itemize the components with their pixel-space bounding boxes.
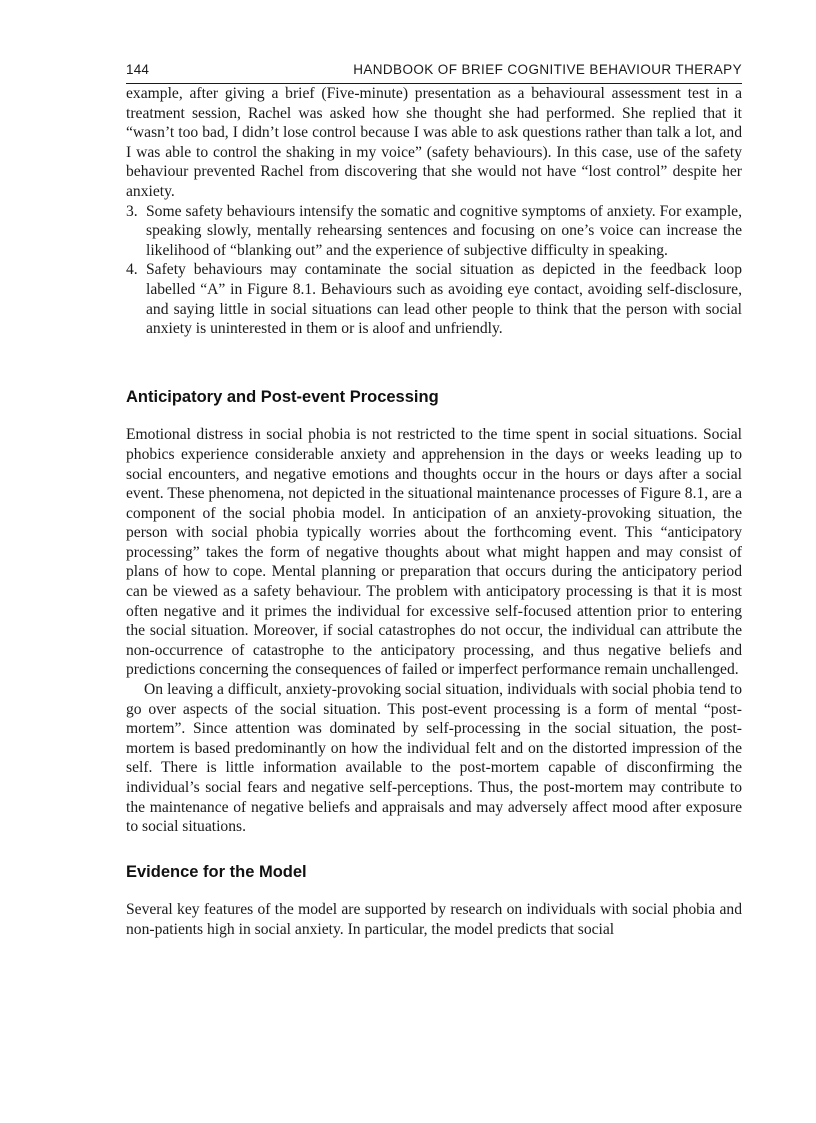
paragraph: Several key features of the model are supported by research on individuals with social phobia and non-patients high in social anxiety. In particular, the model predicts that social bbox=[126, 901, 742, 938]
list-item-number: 4. bbox=[126, 261, 138, 279]
numbered-list bbox=[126, 202, 742, 339]
book-title: HANDBOOK OF BRIEF COGNITIVE BEHAVIOUR THERAPY bbox=[353, 62, 742, 77]
page-number: 144 bbox=[126, 62, 150, 77]
list-item-number: 3. bbox=[126, 202, 138, 220]
continued-paragraph: example, after giving a brief (Five-minute) presentation as a behavioural assessment test in a treatment session, Rachel was asked how she thought she had performed. She replied that it “wasn’t too bad, I didn’t lose control because I was able to ask questions rather than talk a lot, and I was able to control the shaking in my voice” (safety behaviours). In this case, use of the safety behaviour prevented Rachel from discovering that she would not have “lost control” despite her anxiety. bbox=[126, 85, 742, 200]
section-heading-evidence: Evidence for the Model bbox=[126, 862, 307, 881]
paragraph: Emotional distress in social phobia is not restricted to the time spent in social situations. Social phobics experience considerable anxiety and apprehension in the days or weeks leading up to social encounters, and negative emotions and thoughts occur in the hours or days after a social event. These phenomena, not depicted in the situational maintenance processes of Figure 8.1, are a component of the social phobia model. In anticipation of an anxiety-provoking situation, the person with social phobia typically worries about the forthcoming event. This “anticipatory processing” takes the form of negative thoughts about what might happen and may consist of plans of how to cope. Mental planning or preparation that occurs during the anticipatory period can be viewed as a safety behaviour. The problem with anticipatory processing is that it is most often negative and it primes the individual for excessive self-focused attention prior to entering the social situation. Moreover, if social catastrophes do not occur, the individual can attribute the non-occurrence of catastrophe to the anticipatory processing, and thus negative beliefs and predictions concerning the consequences of failed or imperfect performance remain unchallenged. bbox=[126, 426, 742, 679]
paragraph: On leaving a difficult, anxiety-provoking social situation, individuals with social phobia tend to go over aspects of the social situation. This post-event processing is a form of mental “post-mortem”. Since attention was dominated by self-processing in the social situation, the post-mortem is based predominantly on how the individual felt and on the distorted impression of the self. There is little information available to the post-mortem capable of disconfirming the individual’s social fears and negative self-perceptions. Thus, the post-mortem may contribute to the maintenance of negative beliefs and appraisals and may adversely affect mood after exposure to social situations. bbox=[126, 681, 742, 836]
list-item-text: Some safety behaviours intensify the somatic and cognitive symptoms of anxiety. For example, speaking slowly, mentally rehearsing sentences and focusing on one’s voice can increase the likelihood of “blanking out” and the experience of subjective difficulty in speaking. bbox=[146, 202, 742, 259]
list-item bbox=[126, 202, 742, 261]
page bbox=[126, 62, 742, 940]
running-header bbox=[126, 62, 742, 84]
list-item-text: Safety behaviours may contaminate the social situation as depicted in the feedback loop labelled “A” in Figure 8.1. Behaviours such as avoiding eye contact, avoiding self-disclosure, and saying little in social situations can lead other people to think that the person with social anxiety is uninterested in them or is aloof and unfriendly. bbox=[146, 261, 742, 338]
section-heading-anticipatory-processing: Anticipatory and Post-event Processing bbox=[126, 387, 439, 406]
list-item bbox=[126, 260, 742, 338]
